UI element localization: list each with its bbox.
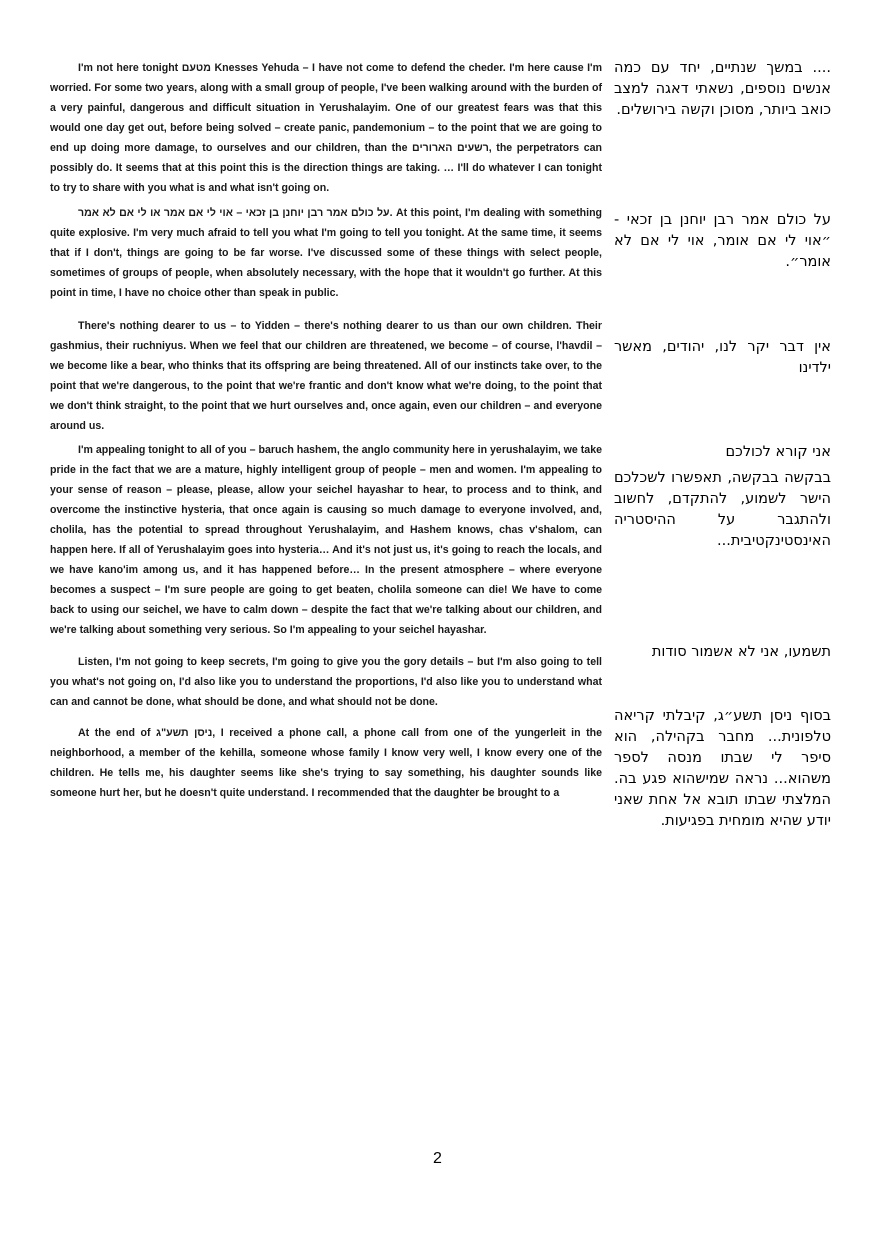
text-run: There's nothing dearer to us – to Yidden – there's nothing dearer to us than our own children. Their gashmius, their ruchniyus. When we feel that our children are threatened, we become – of course, l'havdil – we become like a bear, who thinks that its offspring are being threatened. All of our instincts take over, to the point that we're dangerous, to the point that we're frantic and don't know what we're doing, to the point that we don't think straight, to the point that we hurt ourselves and, once again, even our children – and everyone around us. (50, 320, 602, 432)
hebrew-paragraph-5: תשמעו, אני לא אשמור סודות (651, 644, 831, 660)
hebrew-paragraph-2: על כולם אמר רבן יוחנן בן זכאי - ״אוי לי אם אומר, אוי לי אם לא אומר״. (614, 212, 831, 270)
hebrew-phrase: מטעם (181, 62, 211, 74)
text-run: I'm not here tonight (78, 62, 182, 74)
text-run: Knesses Yehuda – I have not come to defend the cheder. I'm here cause I'm worried. For some two years, along with a small group of people, I've been walking around with the burden of a very painful, dangerous and difficult situation in Yerushalayim. One of our greatest fears was that this would one day get out, before being solved – create panic, pandemonium – to the point that we are going to end up doing more damage, to ourselves and our children, than the (50, 62, 602, 154)
text-run: I'm appealing tonight to all of you – baruch hashem, the anglo community here in yerushalayim, we take pride in the fact that we are a mature, highly intelligent group of people – men and women. I'm appealing to your sense of reason – please, please, allow your seichel hayashar to hear, to process and to think, and overcome the instinctive hysteria, that once again is causing so much damage to everyone involved, and, cholila, has the potential to spread throughout Yerushalayim, and Hashem knows, chas v'shalom, can happen here. If all of Yerushalayim goes into hysteria… And it's not just us, it's going to reach the locals, and we have kano'im among us, and it has happened before… In the present atmosphere – where everyone becomes a suspect – I'm sure people are going to get beaten, cholila someone can die! We have to come back to using our seichel, we have to calm down – despite the fact that we're talking about our children, and we're talking about something very serious. So I'm appealing to your seichel hayashar. (50, 444, 602, 636)
text-run: At the end of (78, 727, 157, 739)
english-paragraph-6 (50, 723, 602, 803)
hebrew-paragraph-6: בסוף ניסן תשע״ג, קיבלתי קריאה טלפונית... מחבר בקהילה, הוא סיפר לי שבתו מנסה לספר משהוא... נראה שמישהוא פגע בה. המלצתי שבתו תובא אל אחת שאני יודע שהיא מומחית בפגיעות. (614, 708, 831, 829)
hebrew-phrase: רשעים הארורים (412, 142, 489, 154)
text-run: , I received a phone call, a phone call from one of the yungerleit in the neighborhood, a member of the kehilla, someone whose family I know very well, I know every one of the children. He tells me, his daughter seems like she's trying to say something, his daughter sounds like someone hurt her, but he doesn't quite understand. I recommended that the daughter be brought to a (50, 727, 602, 799)
text-run: Listen, I'm not going to keep secrets, I'm going to give you the gory details – but I'm also going to tell you what's not going on, I'd also like you to understand the proportions, I'd also like you to understand what can and cannot be done, what should be done, and what should not be done. (50, 656, 602, 708)
hebrew-paragraph-4-heading: אני קורא לכולכם (725, 444, 831, 460)
hebrew-paragraph-1: .... במשך שנתיים, יחד עם כמה אנשים נוספים, נשאתי דאגה למצב כואב ביותר, מסוכן וקשה בירושלים. (614, 60, 831, 118)
text-run: . At this point, I'm dealing with something quite explosive. I'm very much afraid to tell you what I'm going to tell you tonight. At the same time, it seems that if I don't, things are going to be far worse. I've discussed some of these things with select people, sometimes of groups of people, when absolutely necessary, with the hope that it wouldn't go further. At this point in time, I have no choice other than speak in public. (50, 207, 603, 299)
hebrew-phrase: על כולם אמר רבן יוחנן בן זכאי – אוי לי אם אמר או לי אם לא אמר (78, 207, 390, 219)
english-paragraph-4 (50, 440, 602, 640)
english-paragraph-3 (50, 316, 602, 436)
english-paragraph-2 (50, 203, 602, 303)
hebrew-paragraph-4: בבקשה בבקשה, תאפשרו לשכלכם הישר לשמוע, להתקדם, לחשוב ולהתגבר על ההיסטריה האינסטינקטיבית... (614, 470, 831, 549)
text-run: , the perpetrators can possibly do. It seems that at this point this is the direction things are taking. … I'll do whatever I can tonight to try to share with you what is and what isn't going on. (50, 142, 602, 194)
hebrew-paragraph-3: אין דבר יקר לנו, יהודים, מאשר ילדינו (614, 339, 831, 376)
page-number: 2 (433, 1150, 442, 1167)
english-paragraph-5 (50, 652, 602, 712)
english-paragraph-1 (50, 58, 602, 198)
hebrew-phrase: ניסן תשע"ג (156, 727, 213, 739)
